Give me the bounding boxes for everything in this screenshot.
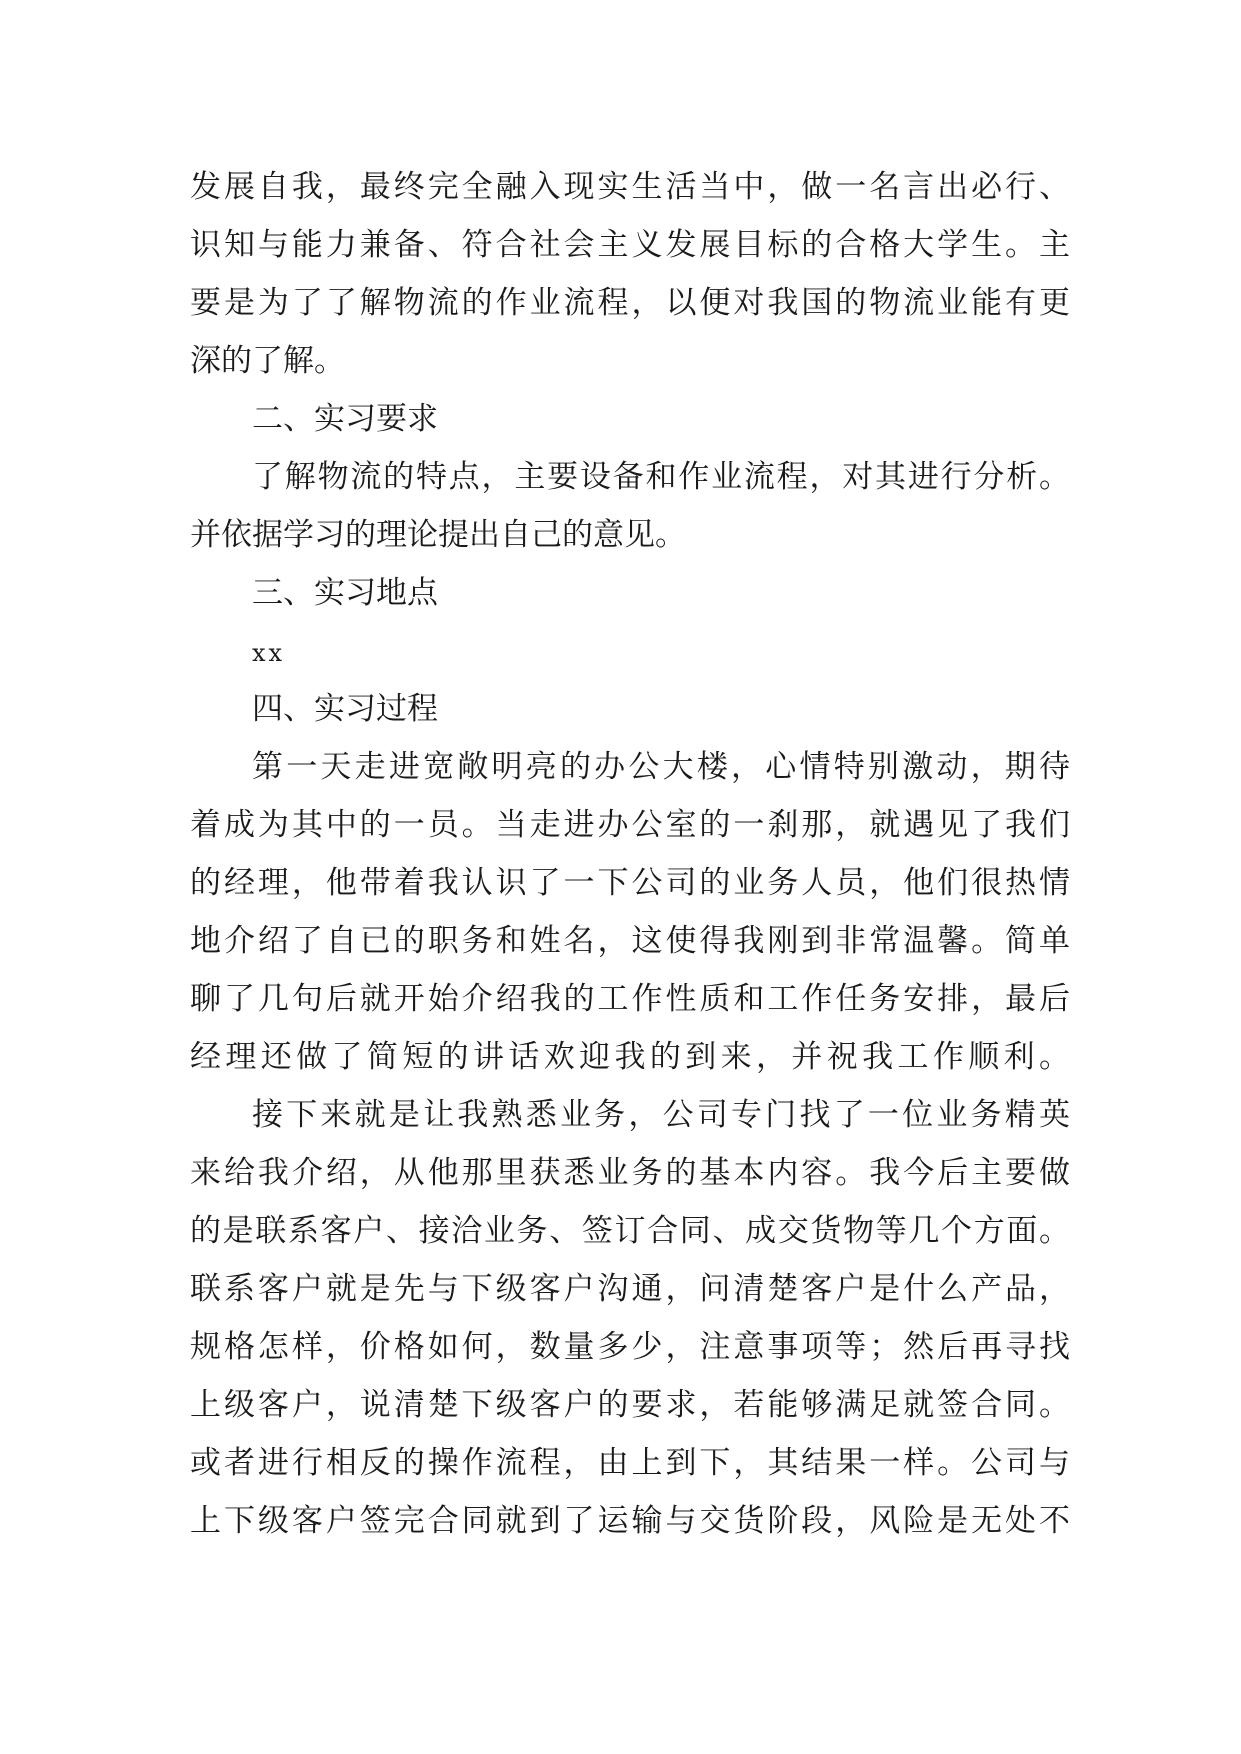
section-heading-requirements: 二、实习要求 <box>252 401 438 437</box>
paragraph-line: 的经理，他带着我认识了一下公司的业务人员，他们很热情 <box>190 865 1070 901</box>
section-heading-location: 三、实习地点 <box>252 575 438 611</box>
paragraph-line: 接下来就是让我熟悉业务，公司专门找了一位业务精英 <box>252 1097 1070 1133</box>
paragraph-line: 了解物流的特点，主要设备和作业流程，对其进行分析。 <box>252 459 1070 495</box>
paragraph-line: 来给我介绍，从他那里获悉业务的基本内容。我今后主要做 <box>190 1155 1070 1191</box>
paragraph-line: 发展自我，最终完全融入现实生活当中，做一名言出必行、 <box>190 169 1070 205</box>
paragraph-line: 并依据学习的理论提出自己的意见。 <box>190 517 686 553</box>
paragraph-line: 上下级客户签完合同就到了运输与交货阶段，风险是无处不 <box>190 1503 1070 1539</box>
paragraph-line: 深的了解。 <box>190 343 345 379</box>
paragraph-line: 或者进行相反的操作流程，由上到下，其结果一样。公司与 <box>190 1445 1070 1481</box>
paragraph-line: 上级客户，说清楚下级客户的要求，若能够满足就签合同。 <box>190 1387 1070 1423</box>
paragraph-line: 第一天走进宽敞明亮的办公大楼，心情特别激动，期待 <box>252 749 1070 785</box>
paragraph-line: 的是联系客户、接洽业务、签订合同、成交货物等几个方面。 <box>190 1213 1070 1249</box>
paragraph-line: 要是为了了解物流的作业流程，以便对我国的物流业能有更 <box>190 285 1070 321</box>
paragraph-line: 规格怎样，价格如何，数量多少，注意事项等；然后再寻找 <box>190 1329 1070 1365</box>
location-value <box>190 622 1070 680</box>
section-heading-process: 四、实习过程 <box>252 691 438 727</box>
location-text: xx <box>252 639 286 667</box>
paragraph-line: 着成为其中的一员。当走进办公室的一刹那，就遇见了我们 <box>190 807 1070 843</box>
document-body <box>190 158 1070 1550</box>
paragraph-line: 联系客户就是先与下级客户沟通，问清楚客户是什么产品， <box>190 1271 1070 1307</box>
paragraph-line: 地介绍了自已的职务和姓名，这使得我刚到非常温馨。简单 <box>190 923 1070 959</box>
paragraph-line: 识知与能力兼备、符合社会主义发展目标的合格大学生。主 <box>190 227 1070 263</box>
paragraph-line: 聊了几句后就开始介绍我的工作性质和工作任务安排，最后 <box>190 981 1070 1017</box>
paragraph-line: 经理还做了简短的讲话欢迎我的到来，并祝我工作顺利。 <box>190 1039 1070 1075</box>
